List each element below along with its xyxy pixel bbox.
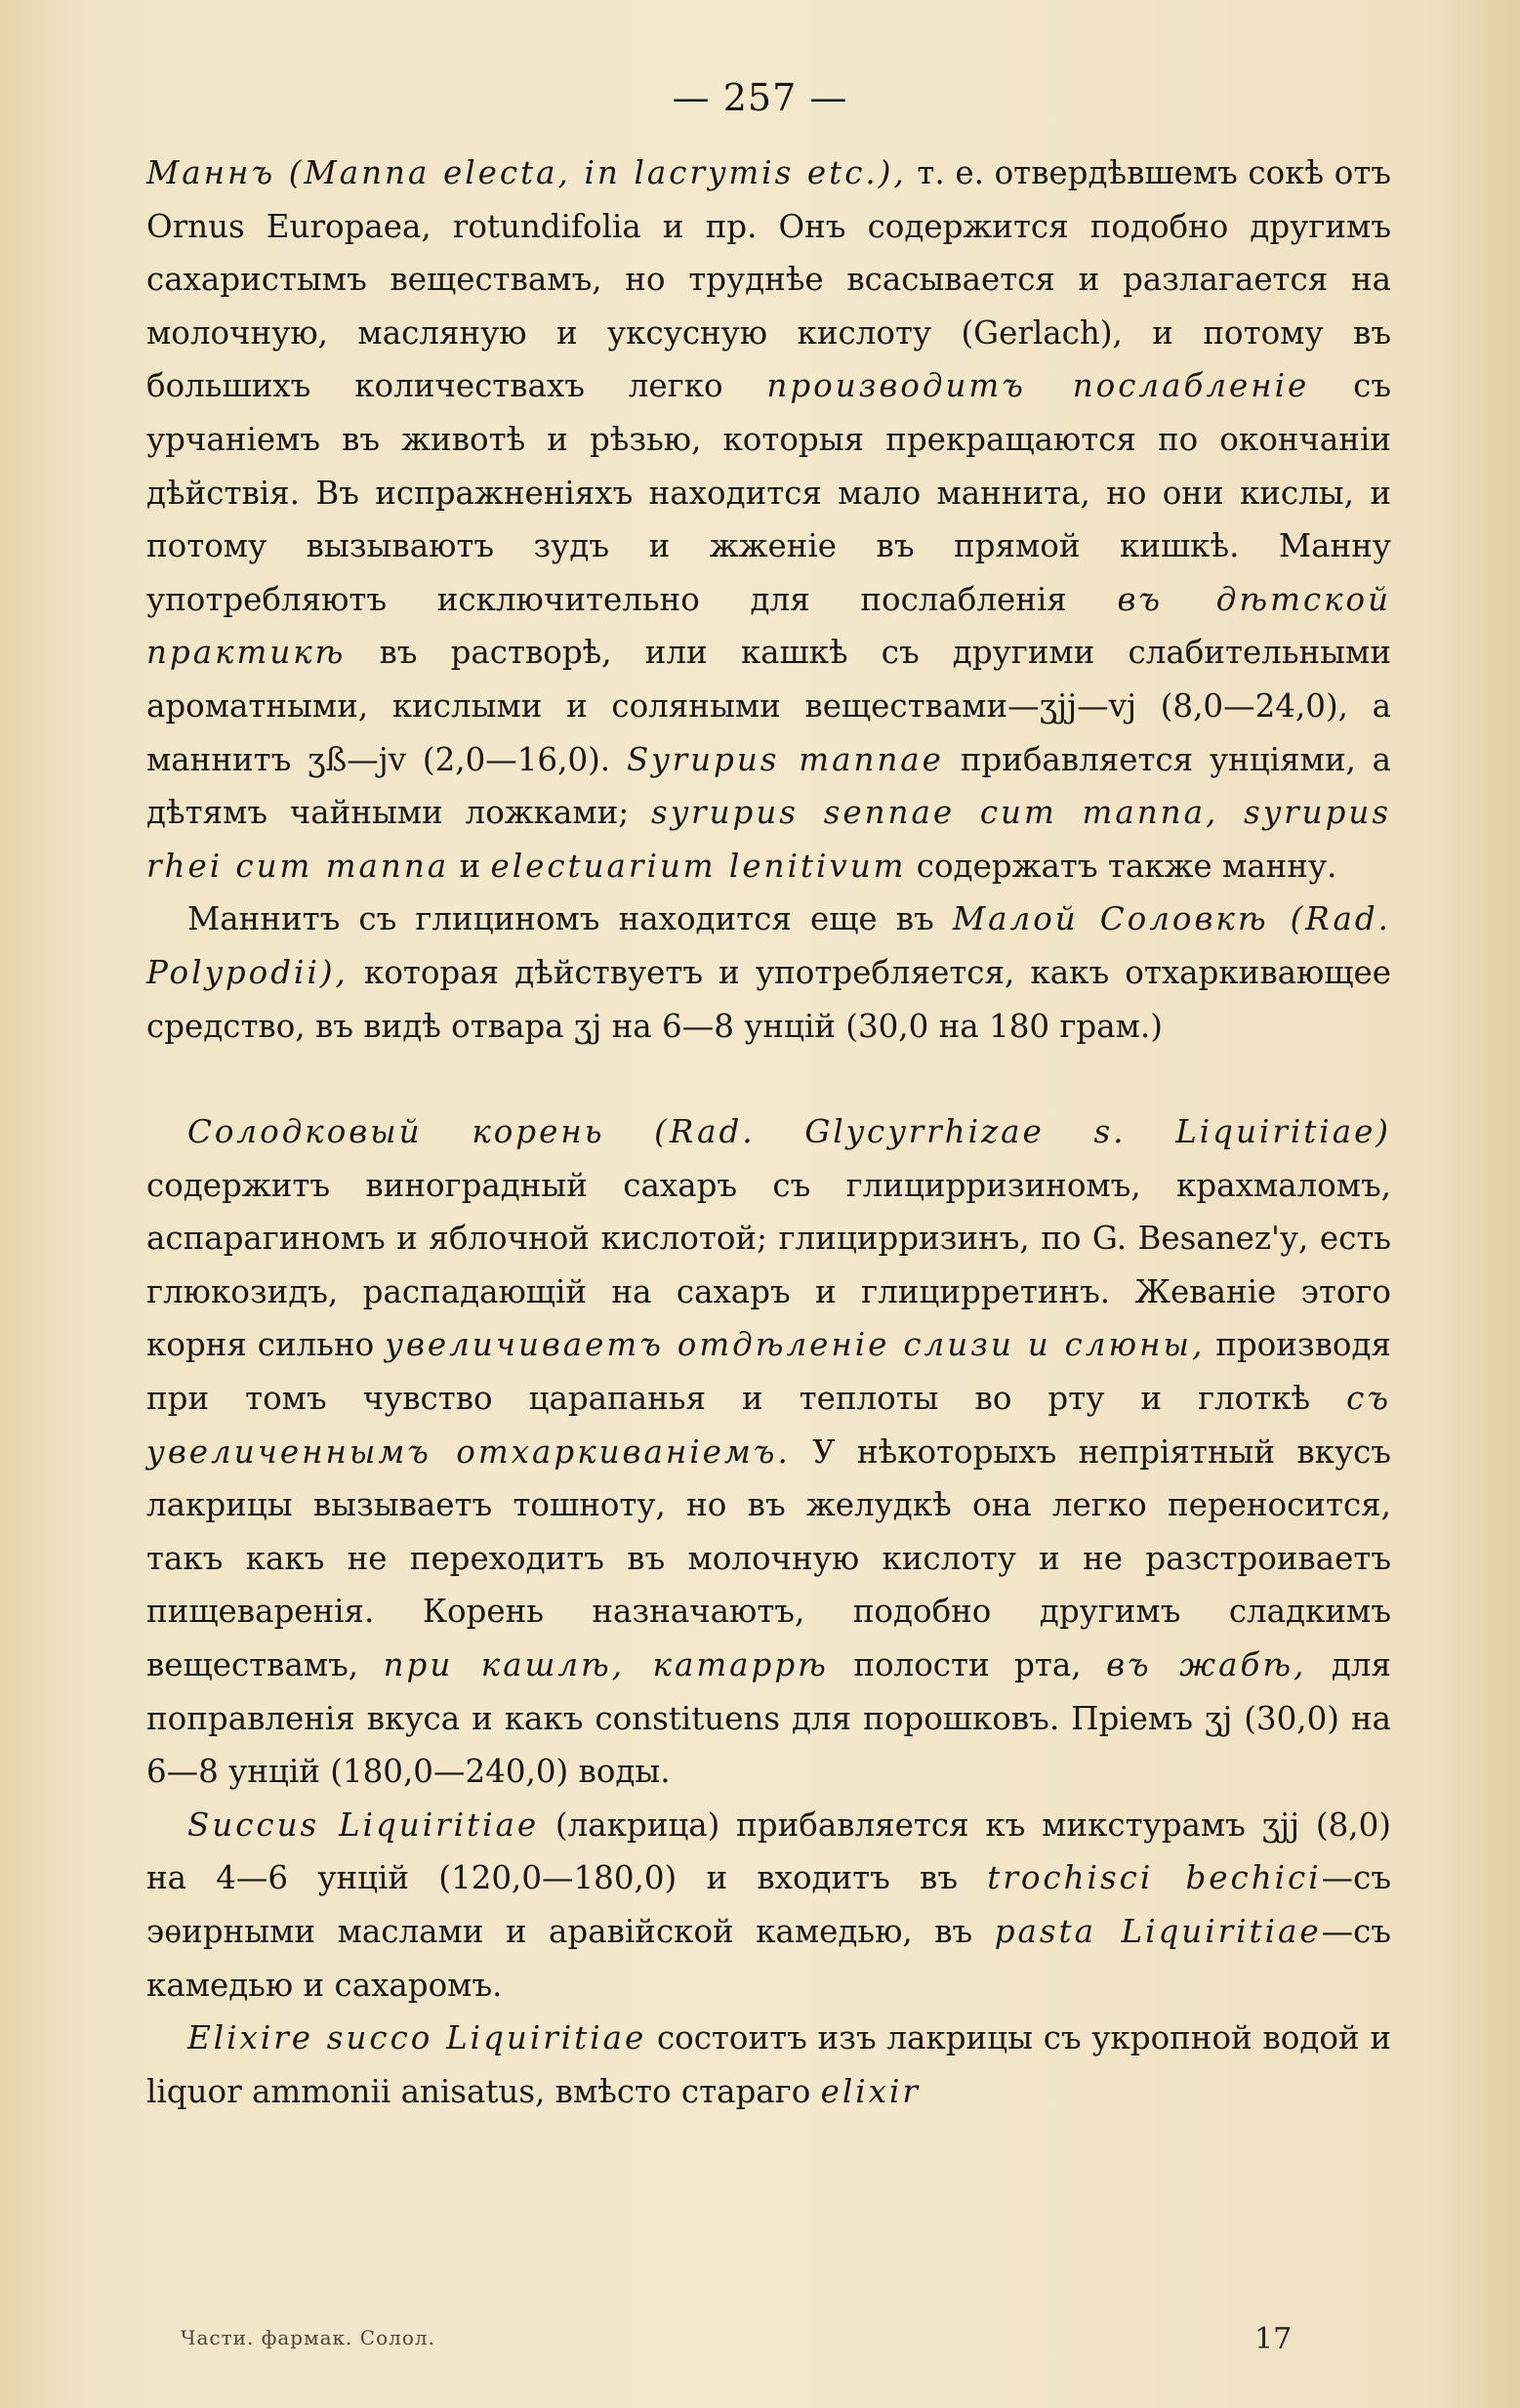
italic-term: съ увеличеннымъ отхаркиваніемъ. xyxy=(146,1380,1391,1471)
italic-term: Syrupus mannae xyxy=(626,740,944,778)
footer-sheet-number: 17 xyxy=(1254,2322,1293,2356)
italic-term: въ дѣтской практикѣ xyxy=(146,580,1391,672)
paragraph-succus xyxy=(146,1799,1391,2012)
text-run: производя при томъ чувство царапанья и теплоты во рту и глоткѣ xyxy=(146,1326,1391,1418)
italic-term: pasta Liquiritiae xyxy=(994,1913,1322,1950)
italic-term: syrupus sennae cum manna, syrupus rhei cum manna xyxy=(146,794,1391,885)
italic-term: при кашлѣ, катаррѣ xyxy=(383,1646,829,1684)
text-run: для поправленія вкуса и какъ constituens для порошковъ. Пріемъ ʒj (30,0) на 6—8 унцій (180,0—240,0) воды. xyxy=(146,1646,1391,1791)
text-run: содержитъ виноградный сахаръ съ глицирризиномъ, крахмаломъ, аспарагиномъ и яблочной кислотой; глицирризинъ, по G. Besanez'у, есть глюкозидъ, распадающій на сахаръ и глицирретинъ. Жеваніе этого корня сильно xyxy=(146,1166,1391,1364)
text-run: прибавляется унціями, а дѣтямъ чайными ложками; xyxy=(146,740,1391,832)
text-run: т. е. отвердѣвшемъ сокѣ отъ Ornus Europaea, rotundifolia и пр. Онъ содержится подобно другимъ сахаристымъ веществамъ, но труднѣе всасывается и разлагается на молочную, масляную и уксусную кислоту (Gerlach), и потому въ большихъ количествахъ легко xyxy=(146,154,1391,405)
text-run: —съ камедью и сахаромъ. xyxy=(146,1913,1391,2004)
italic-term: Маннъ (Manna electa, in lacrymis etc.), xyxy=(146,154,907,191)
text-run: съ урчаніемъ въ животѣ и рѣзью, которыя прекращаются по окончаніи дѣйствія. Въ испражненіяхъ находится мало маннита, но они кислы, и потому вызываютъ зудъ и жженіе въ прямой кишкѣ. Манну употребляютъ исключительно для послабленія xyxy=(146,367,1391,618)
paragraph-elixire xyxy=(146,2012,1391,2118)
text-run: состоитъ изъ лакрицы съ укропной водой и liquor ammonii anisatus, вмѣсто стараго xyxy=(146,2019,1391,2110)
text-run: (лакрица) прибавляется къ микстурамъ ʒjj (8,0) на 4—6 унцій (120,0—180,0) и входитъ въ xyxy=(146,1806,1391,1897)
italic-term: Малой Соловкѣ (Rad. Polypodii), xyxy=(146,900,1392,991)
paragraph-solovka xyxy=(146,893,1391,1053)
text-run: полости рта, xyxy=(828,1646,1107,1684)
body-text xyxy=(146,146,1391,2118)
italic-term: Succus Liquiritiae xyxy=(187,1806,540,1844)
text-run: содержатъ также манну. xyxy=(906,847,1337,885)
italic-term: въ жабѣ, xyxy=(1106,1646,1307,1684)
italic-term: Солодковый корень (Rad. Glycyrrhizae s. Liquiritiae) xyxy=(187,1113,1391,1151)
paragraph-manna xyxy=(146,146,1391,893)
text-run: Маннитъ съ глициномъ находится еще въ xyxy=(187,900,953,938)
italic-term: Elixire succo Liquiritiae xyxy=(187,2019,647,2057)
text-run: которая дѣйствуетъ и употребляется, какъ отхаркивающее средство, въ видѣ отвара ʒj на 6—8 унцій (30,0 на 180 грам.) xyxy=(146,953,1391,1045)
text-run: У нѣкоторыхъ непріятный вкусъ лакрицы вызываетъ тошноту, но въ желудкѣ она легко переносится, такъ какъ не переходитъ въ молочную кислоту и не разстроиваетъ пищеваренія. Корень назначаютъ, подобно другимъ сладкимъ веществамъ, xyxy=(146,1432,1391,1684)
italic-term: elixir xyxy=(820,2072,921,2110)
footer-signature: Части. фармак. Солол. xyxy=(181,2326,435,2349)
text-run: и xyxy=(449,847,491,885)
italic-term: увеличиваетъ отдѣленіе слизи и слюны, xyxy=(385,1326,1206,1364)
text-run: —съ эѳирными маслами и аравійской камедью, въ xyxy=(146,1859,1392,1950)
paragraph-glycyrrhiza xyxy=(146,1105,1391,1799)
italic-term: производитъ послабленіе xyxy=(766,367,1310,405)
page-number: — 257 — xyxy=(672,76,848,119)
italic-term: electuarium lenitivum xyxy=(490,847,907,885)
italic-term: trochisci bechici xyxy=(987,1859,1322,1897)
text-run: въ растворѣ, или кашкѣ съ другими слабительными ароматными, кислыми и соляными веществами—ʒjj—vj (8,0—24,0), а маннитъ ʒß—jv (2,0—16,0). xyxy=(146,634,1391,778)
